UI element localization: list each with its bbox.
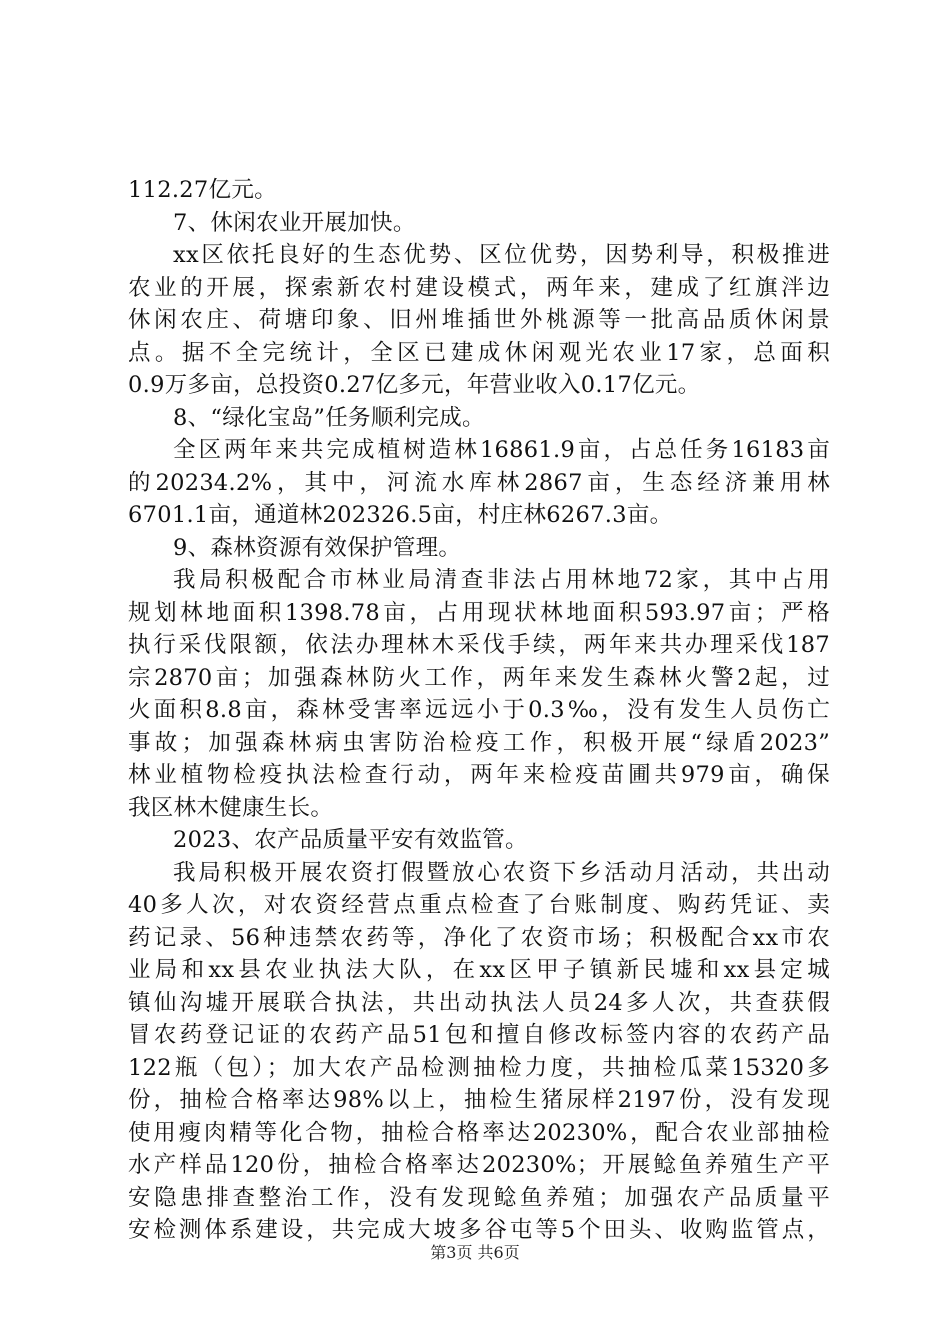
page-footer [0,1243,950,1263]
text-line: 宗2870亩；加强森林防火工作，两年来发生森林火警2起，过 [128,664,830,691]
text-line: 122瓶（包）；加大农产品检测抽检力度，共抽检瓜菜15320多 [128,1054,830,1081]
text-line: xx区依托良好的生态优势、区位优势，因势利导，积极推进 [173,242,830,268]
text-line: 农业的开展，探索新农村建设模式，两年来，建成了红旗泮边 [128,274,830,301]
text-line: 安隐患排查整治工作，没有发现鲶鱼养殖；加强农产品质量平 [128,1184,830,1211]
text-line: 我区林木健康生长。 [128,794,334,821]
text-line: 9、森林资源有效保护管理。 [173,534,462,561]
text-line: 的20234.2%，其中，河流水库林2867亩，生态经济兼用林 [128,469,830,496]
text-line: 药记录、56种违禁农药等，净化了农资市场；积极配合xx市农 [128,924,830,951]
text-line: 安检测体系建设，共完成大坡多谷屯等5个田头、收购监管点， [128,1217,830,1243]
text-line: 0.9万多亩，总投资0.27亿多元，年营业收入0.17亿元。 [128,372,701,398]
text-line: 事故；加强森林病虫害防治检疫工作，积极开展“绿盾2023” [128,729,830,756]
text-line: 使用瘦肉精等化合物，抽检合格率达20230%，配合农业部抽检 [128,1119,830,1146]
text-line: 业局和xx县农业执法大队，在xx区甲子镇新民墟和xx县定城 [128,957,830,983]
text-line: 冒农药登记证的农药产品51包和擅自修改标签内容的农药产品 [128,1022,830,1048]
text-line: 7、休闲农业开展加快。 [173,209,416,236]
text-line: 执行采伐限额，依法办理林木采伐手续，两年来共办理采伐187 [128,632,830,658]
text-line: 我局积极配合市林业局清查非法占用林地72家，其中占用 [173,567,830,593]
text-line: 6701.1亩，通道林202326.5亩，村庄林6267.3亩。 [128,502,673,528]
text-line: 林业植物检疫执法检查行动，两年来检疫苗圃共979亩，确保 [128,762,830,788]
text-line: 40多人次，对农资经营点重点检查了台账制度、购药凭证、卖 [128,892,830,918]
text-line: 火面积8.8亩，森林受害率远远小于0.3‰，没有发生人员伤亡 [128,697,830,723]
text-line: 点。据不全完统计，全区已建成休闲观光农业17家，总面积 [128,339,830,366]
text-line: 休闲农庄、荷塘印象、旧州堆插世外桃源等一批高品质休闲景 [128,307,830,333]
text-line: 我局积极开展农资打假暨放心农资下乡活动月活动，共出动 [173,859,830,886]
text-line: 份，抽检合格率达98%以上，抽检生猪尿样2197份，没有发现 [128,1087,830,1113]
page-number: 第3页 共6页 [430,1243,520,1262]
document-body [128,174,830,1247]
text-line: 2023、农产品质量平安有效监管。 [173,827,528,853]
text-line: 水产样品120份，抽检合格率达20230%；开展鲶鱼养殖生产平 [128,1152,830,1178]
text-line: 112.27亿元。 [128,177,277,203]
text-line: 8、“绿化宝岛”任务顺利完成。 [173,404,485,431]
text-line: 全区两年来共完成植树造林16861.9亩，占总任务16183亩 [173,437,830,463]
text-line: 镇仙沟墟开展联合执法，共出动执法人员24多人次，共查获假 [128,989,830,1016]
text-line: 规划林地面积1398.78亩，占用现状林地面积593.97亩；严格 [128,599,830,626]
